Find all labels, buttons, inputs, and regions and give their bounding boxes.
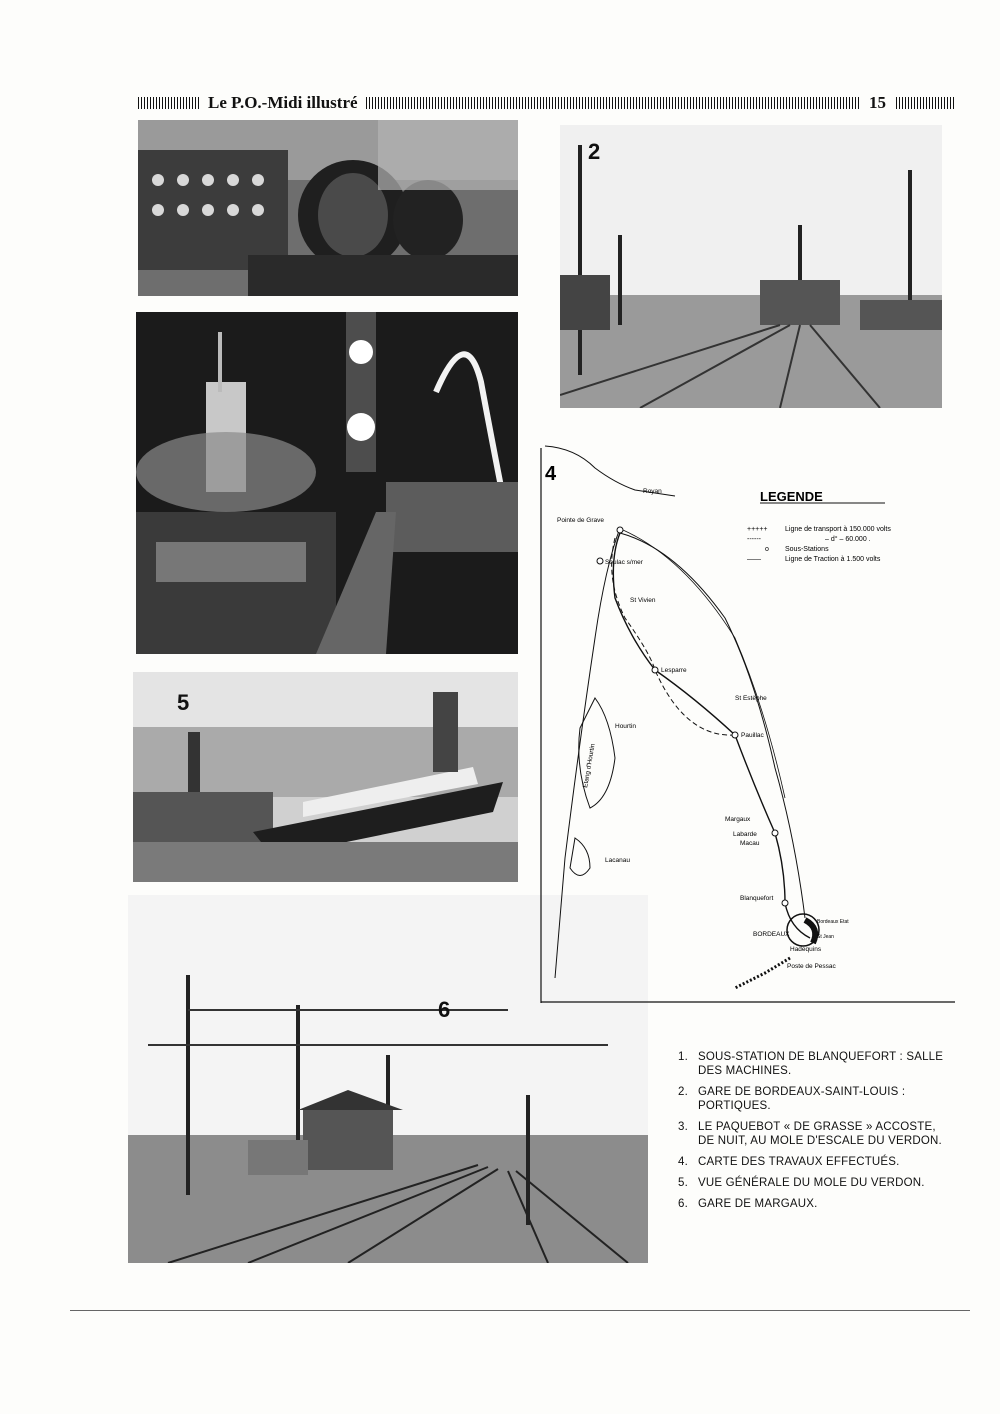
place-poste-de-pessac: Poste de Pessac (787, 963, 836, 970)
legend-text-traction: Ligne de Traction à 1.500 volts (785, 556, 881, 563)
place-st-estephe: St Estèphe (735, 695, 767, 702)
place-blanquefort: Blanquefort (740, 895, 774, 902)
photo-number-6: 6 (438, 997, 451, 1022)
caption-item: 3. LE PAQUEBOT « DE GRASSE » ACCOSTE, DE NUIT, AU MOLE D'ESCALE DU VERDON. (678, 1121, 942, 1147)
caption-item: 5. VUE GÉNÉRALE DU MOLE DU VERDON. (678, 1177, 925, 1189)
photo-number-5: 5 (177, 690, 190, 715)
legend-text-150kv: Ligne de transport à 150.000 volts (785, 526, 891, 533)
place-lacanau: Lacanau (605, 857, 630, 864)
place-st-vivien: St Vivien (630, 597, 656, 604)
photo-number-2: 2 (588, 139, 601, 164)
header-rule-right (896, 97, 954, 109)
caption-list (678, 1050, 948, 1218)
place-hadequins: Hadequins (790, 946, 822, 953)
place-hourtin: Hourtin (615, 723, 636, 730)
legend-symbol-substation: o (765, 546, 769, 553)
legend-text-substation: Sous-Stations (785, 546, 829, 553)
magazine-title: Le P.O.-Midi illustré (208, 93, 358, 112)
place-margaux: Margaux (725, 816, 751, 823)
legend-symbol-150kv: +++++ (747, 526, 768, 533)
place-soulac: Soulac s/mer (605, 559, 643, 566)
caption-item: 2. GARE DE BORDEAUX-SAINT-LOUIS : PORTIQUES. (678, 1086, 906, 1112)
map-number: 4 (545, 463, 557, 485)
map-travaux (535, 438, 955, 1003)
place-bordeaux-etat: Bordeaux Etat (817, 919, 849, 925)
photo-liner-at-night (136, 312, 518, 654)
caption-item: 1. SOUS-STATION DE BLANQUEFORT : SALLE DES MACHINES. (678, 1051, 944, 1077)
place-pointe-de-grave: Pointe de Grave (557, 517, 604, 524)
legend-text-60kv: – d° – 60.000 . (825, 536, 871, 543)
legend-symbol-traction: —— (747, 556, 761, 563)
place-pauillac: Pauillac (741, 732, 764, 739)
legend-symbol-60kv: ------ (747, 536, 761, 543)
caption-item: 4. CARTE DES TRAVAUX EFFECTUÉS. (678, 1156, 900, 1168)
place-labarde: Labarde (733, 831, 757, 838)
place-lesparre: Lesparre (661, 667, 687, 674)
place-etang-hourtin: Etang d'Hourtin (582, 743, 597, 789)
header-rule-middle (366, 97, 859, 109)
page-number: 15 (869, 93, 886, 112)
photo-mole-du-verdon (133, 672, 518, 882)
legend-title: LEGENDE (760, 489, 823, 504)
photo-engine-room (138, 120, 518, 296)
place-bordeaux: BORDEAUX (753, 931, 790, 938)
caption-item: 6. GARE DE MARGAUX. (678, 1198, 818, 1210)
place-st-jean: St Jean (817, 934, 834, 940)
header-rule-left (138, 97, 200, 109)
bottom-rule (70, 1310, 970, 1311)
page-header (138, 92, 954, 114)
place-royan: Royan (643, 488, 662, 495)
photo-bordeaux-saint-louis (560, 125, 942, 408)
place-macau: Macau (740, 840, 760, 847)
